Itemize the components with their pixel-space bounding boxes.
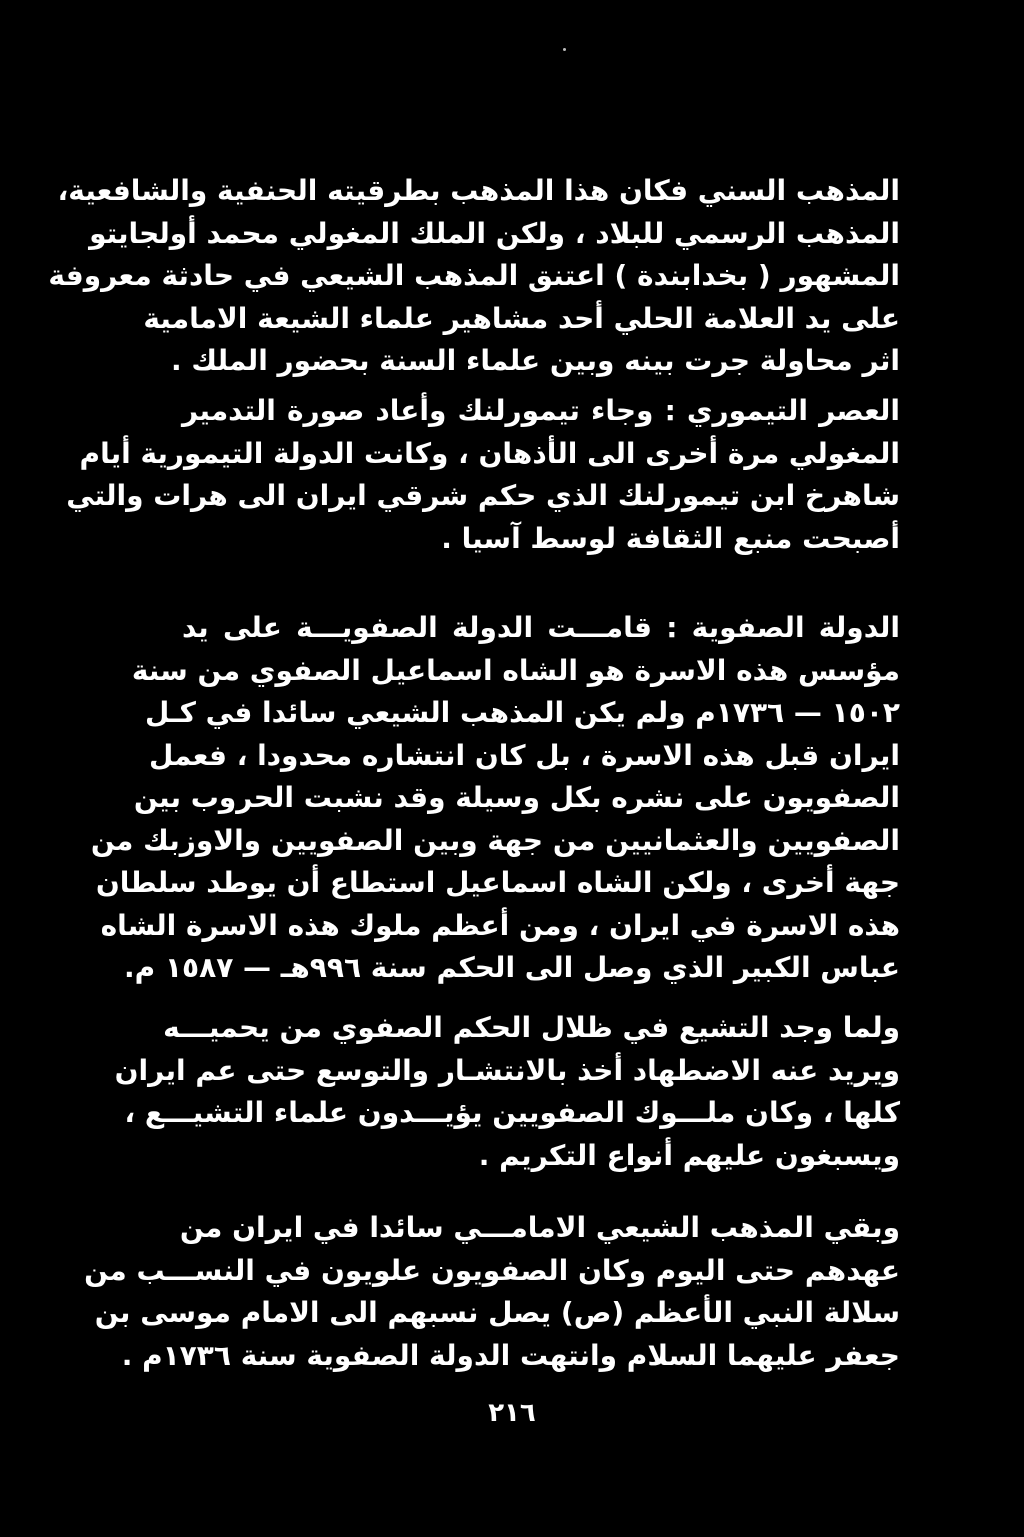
text-line: على يد العلامة الحلي أحد مشاهير علماء الشيعة الامامية (143, 301, 900, 335)
paragraph-sunni-mongol (48, 170, 900, 383)
section-heading-line: العصر التيموري : وجاء تيمورلنك وأعاد صورة التدمير (182, 394, 900, 427)
text-line: شاهرخ ابن تيمورلنك الذي حكم شرقي ايران الى هرات والتي (66, 479, 900, 512)
paragraph-safavid-state (90, 607, 900, 990)
scan-speck (563, 48, 566, 51)
text-line: المغولي مرة أخرى الى الأذهان ، وكانت الدولة التيمورية أيام (79, 436, 900, 470)
text-line: سلالة النبي الأعظم (ص) يصل نسبهم الى الامام موسى بن (94, 1296, 900, 1329)
page-number: ٢١٦ (488, 1398, 536, 1428)
text-line: وبقي المذهب الشيعي الامامـــي سائدا في ايران من (179, 1211, 900, 1244)
text-line: الصفويين والعثمانيين من جهة وبين الصفويين والاوزبك من (90, 823, 900, 857)
text-line: الصفويون على نشره بكل وسيلة وقد نشبت الحروب بين (133, 781, 900, 814)
section-heading-line: الدولة الصفوية : قامـــت الدولة الصفويـــة على يد (182, 611, 900, 644)
text-line: المذهب الرسمي للبلاد ، ولكن الملك المغولي محمد أولجايتو (89, 216, 900, 250)
text-line: عهدهم حتى اليوم وكان الصفويون علويون في النســـب من (84, 1253, 900, 1287)
text-line: المذهب السني فكان هذا المذهب بطرقيته الحنفية والشافعية، (57, 174, 900, 207)
paragraph-spread-of-shiism (114, 1007, 900, 1177)
paragraph-safavid-lineage (84, 1207, 900, 1377)
text-line: مؤسس هذه الاسرة هو الشاه اسماعيل الصفوي من سنة (131, 653, 900, 687)
text-line: اثر محاولة جرت بينه وبين علماء السنة بحضور الملك . (171, 344, 900, 377)
text-line: المشهور ( بخدابندة ) اعتنق المذهب الشيعي في حادثة معروفة (48, 259, 900, 292)
text-line: ويسبغون عليهم أنواع التكريم . (478, 1138, 900, 1172)
text-line: ايران قبل هذه الاسرة ، بل كان انتشاره محدودا ، فعمل (149, 738, 900, 772)
text-line: جعفر عليهما السلام وانتهت الدولة الصفوية سنة ١٧٣٦م . (121, 1338, 900, 1372)
text-line: كلها ، وكان ملـــوك الصفويين يؤيـــدون علماء التشيـــع ، (124, 1096, 900, 1129)
paragraph-timurid-era (66, 390, 900, 560)
text-line: عباس الكبير الذي وصل الى الحكم سنة ٩٩٦هـ — ١٥٨٧ م. (124, 951, 900, 984)
text-line: ويريد عنه الاضطهاد أخذ بالانتشـار والتوسع حتى عم ايران (114, 1053, 900, 1087)
text-line: ١٥٠٢ — ١٧٣٦م ولم يكن المذهب الشيعي سائدا في كـل (145, 696, 900, 729)
text-line: جهة أخرى ، ولكن الشاه اسماعيل استطاع أن يوطد سلطان (95, 866, 900, 899)
text-line: هذه الاسرة في ايران ، ومن أعظم ملوك هذه الاسرة الشاه (100, 908, 900, 942)
text-line: أصبحت منبع الثقافة لوسط آسيا . (441, 521, 900, 555)
text-line: ولما وجد التشيع في ظلال الحكم الصفوي من يحميـــه (163, 1011, 900, 1044)
